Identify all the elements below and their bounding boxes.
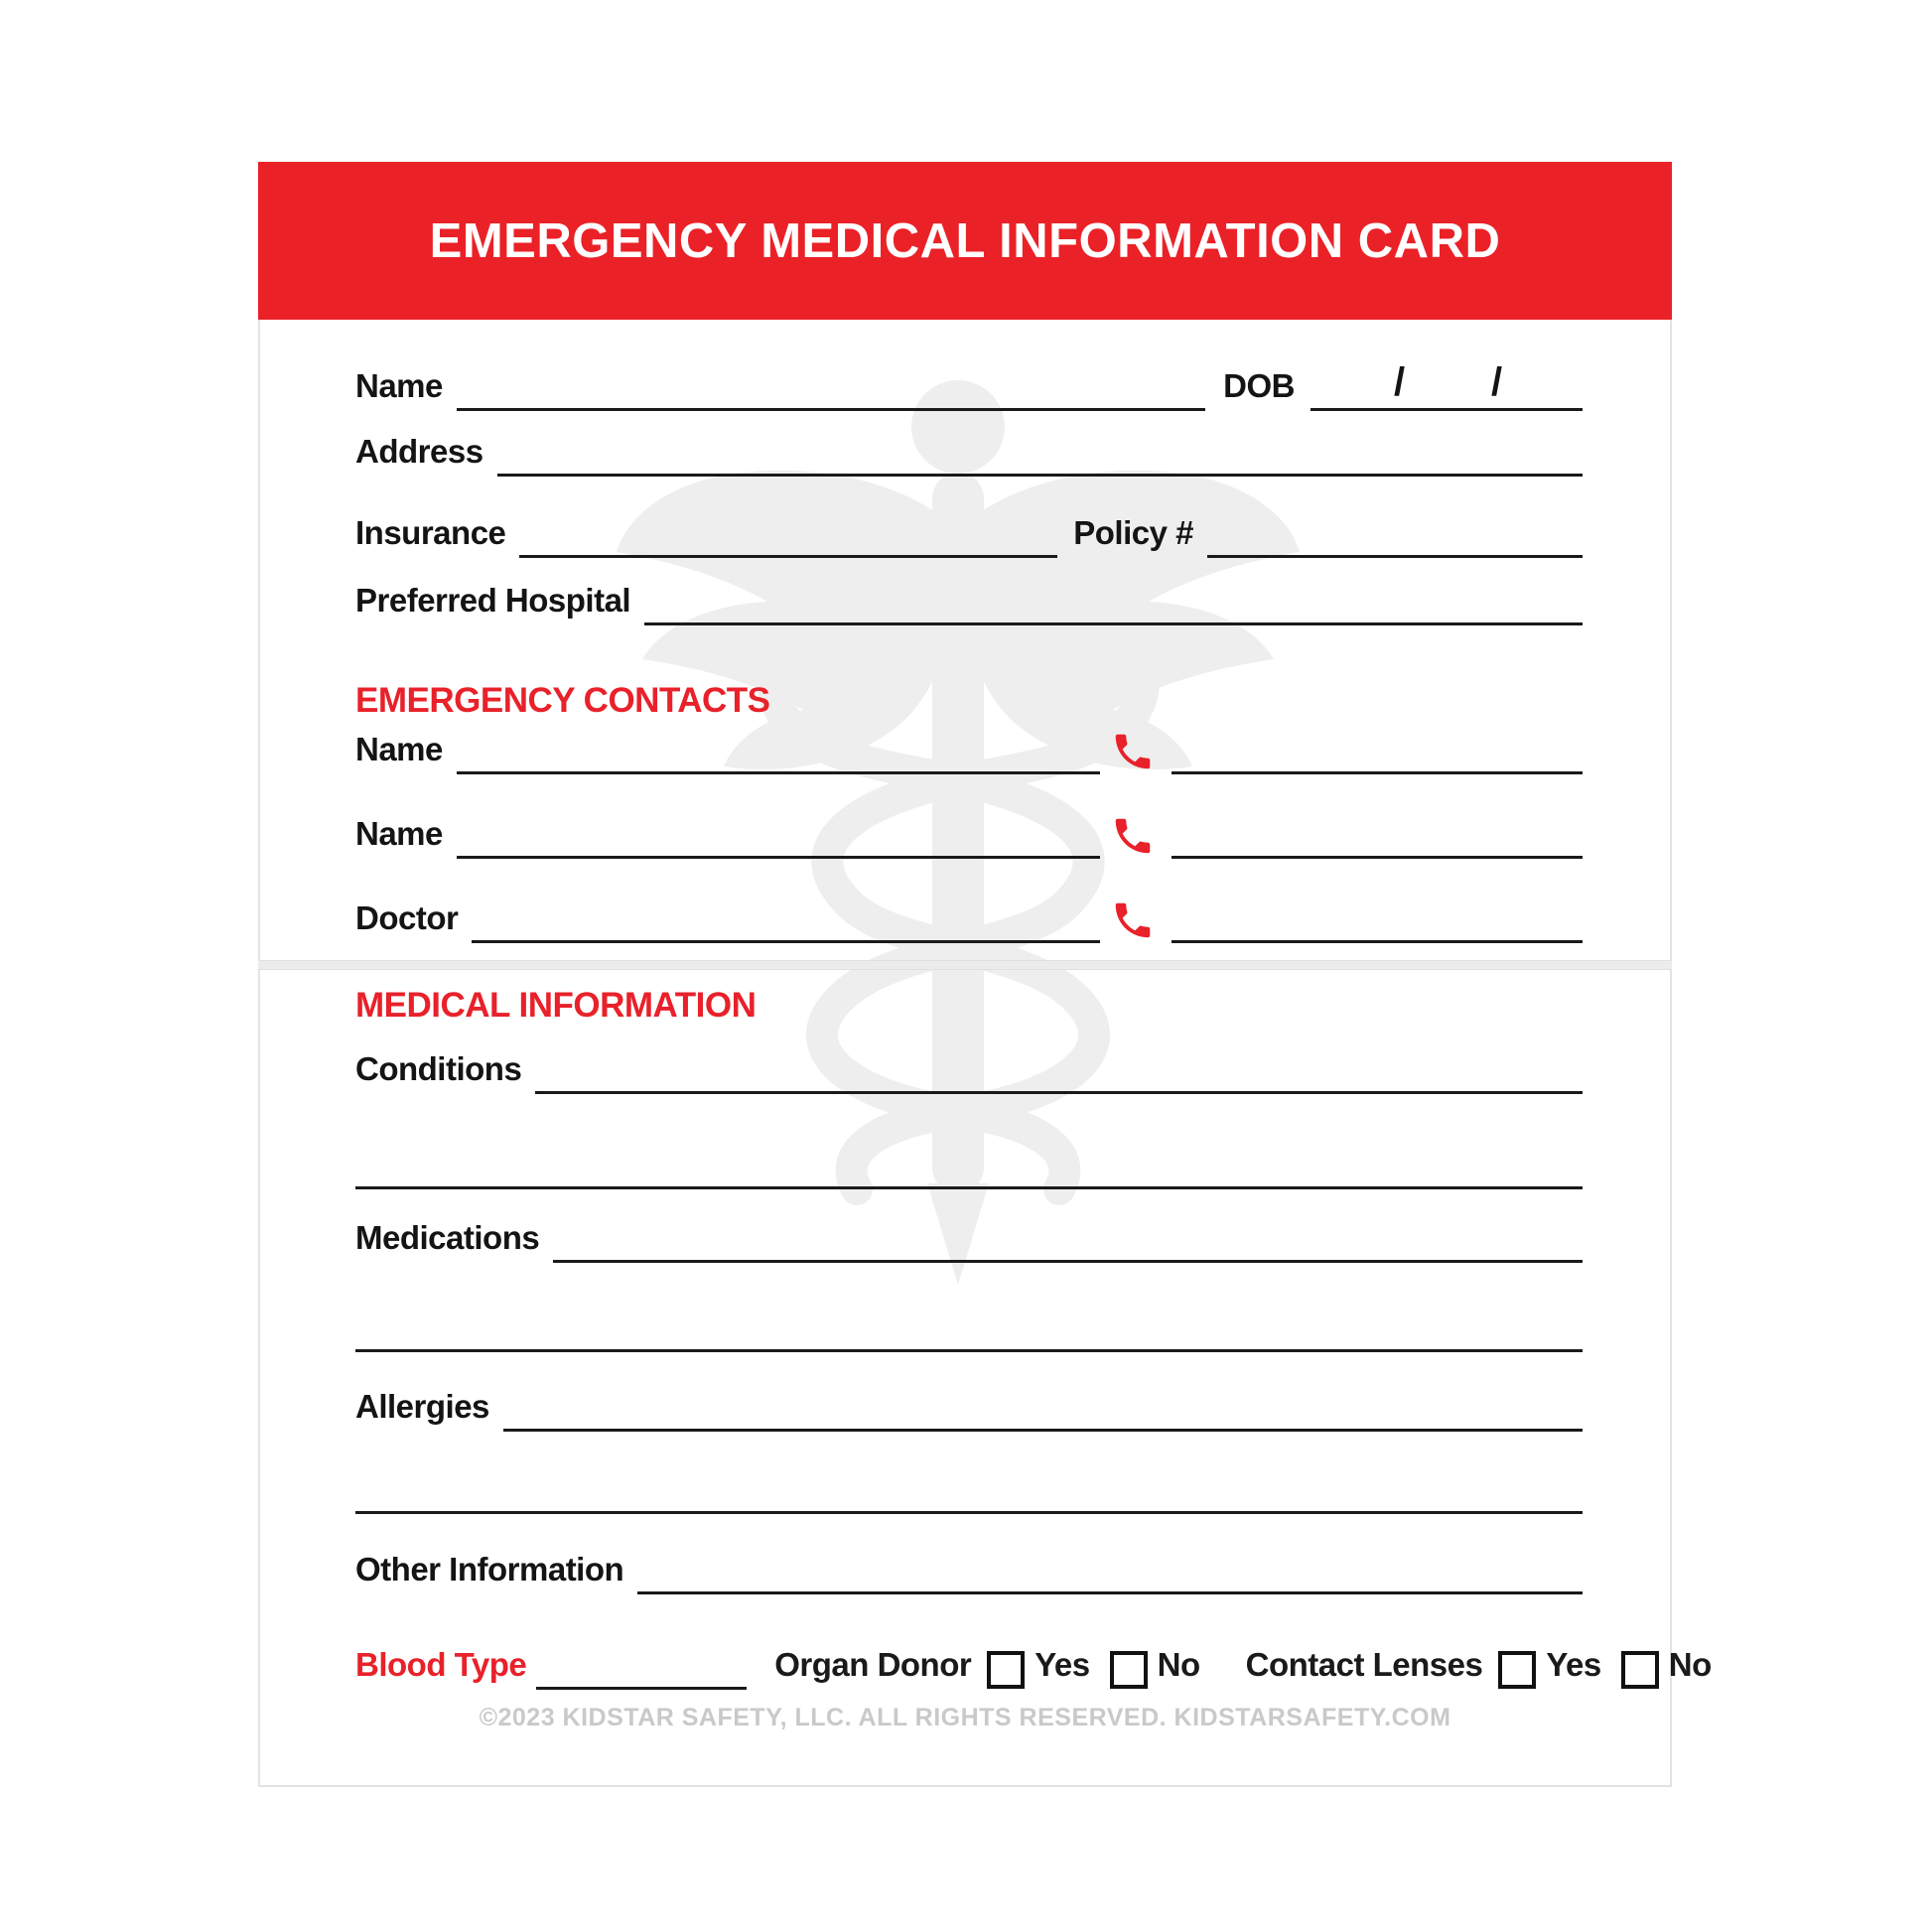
policy-fill-line xyxy=(1207,555,1583,558)
insurance-row xyxy=(355,512,1583,558)
address-row xyxy=(355,431,1583,477)
contact-lenses-no-checkbox xyxy=(1621,1651,1659,1689)
policy-label: Policy # xyxy=(1073,514,1193,551)
emergency-card xyxy=(258,162,1712,1787)
other-information-label: Other Information xyxy=(355,1551,624,1587)
contact-name-label: Name xyxy=(355,731,443,767)
phone-icon xyxy=(1110,729,1156,774)
organ-donor-label: Organ Donor xyxy=(774,1646,972,1683)
contact-row xyxy=(355,729,1583,774)
emergency-contacts-heading: EMERGENCY CONTACTS xyxy=(355,681,770,720)
conditions-label: Conditions xyxy=(355,1050,522,1087)
preferred-hospital-label: Preferred Hospital xyxy=(355,582,631,619)
no-label: No xyxy=(1668,1646,1712,1683)
name-dob-row xyxy=(355,360,1583,411)
address-fill-line xyxy=(497,474,1583,477)
doctor-row xyxy=(355,897,1583,943)
dob-label: DOB xyxy=(1223,367,1295,404)
dob-slash: / xyxy=(1394,360,1406,404)
contact-lenses-yes-checkbox xyxy=(1498,1651,1536,1689)
medications-fill-line xyxy=(553,1260,1583,1263)
panel-divider xyxy=(258,960,1672,970)
allergies-fill-line xyxy=(503,1429,1583,1432)
organ-donor-no-checkbox xyxy=(1110,1651,1148,1689)
address-label: Address xyxy=(355,433,483,470)
dob-fill-line xyxy=(1311,360,1583,411)
name-fill-line xyxy=(457,408,1205,411)
medications-extra-line xyxy=(355,1349,1583,1352)
conditions-row xyxy=(355,1048,1583,1094)
medications-row xyxy=(355,1217,1583,1263)
contact-name-fill-line xyxy=(457,771,1100,774)
card-header xyxy=(258,162,1672,320)
medications-label: Medications xyxy=(355,1219,540,1256)
insurance-fill-line xyxy=(519,555,1057,558)
insurance-label: Insurance xyxy=(355,514,506,551)
phone-icon xyxy=(1110,897,1156,943)
blood-type-label: Blood Type xyxy=(355,1646,527,1683)
contact-lenses-label: Contact Lenses xyxy=(1245,1646,1483,1683)
phone-icon xyxy=(1110,813,1156,859)
allergies-extra-line xyxy=(355,1511,1583,1514)
other-information-fill-line xyxy=(637,1591,1583,1594)
preferred-hospital-fill-line xyxy=(644,622,1583,625)
other-information-row xyxy=(355,1549,1583,1594)
allergies-label: Allergies xyxy=(355,1388,489,1425)
doctor-phone-fill-line xyxy=(1172,940,1583,943)
allergies-row xyxy=(355,1386,1583,1432)
no-label: No xyxy=(1157,1646,1200,1683)
contact-row xyxy=(355,813,1583,859)
conditions-extra-line xyxy=(355,1186,1583,1189)
organ-donor-yes-checkbox xyxy=(987,1651,1025,1689)
copyright-footer: ©2023 KIDSTAR SAFETY, LLC. ALL RIGHTS RESERVED. KIDSTARSAFETY.COM xyxy=(479,1704,1451,1731)
blood-type-fill-line xyxy=(536,1687,747,1690)
yes-label: Yes xyxy=(1546,1646,1601,1683)
contact-name-fill-line xyxy=(457,856,1100,859)
name-label: Name xyxy=(355,367,443,404)
doctor-label: Doctor xyxy=(355,899,459,936)
bottom-options-row xyxy=(355,1638,1712,1690)
doctor-name-fill-line xyxy=(472,940,1100,943)
medical-information-heading: MEDICAL INFORMATION xyxy=(355,986,757,1025)
card-title: EMERGENCY MEDICAL INFORMATION CARD xyxy=(429,213,1501,268)
conditions-fill-line xyxy=(535,1091,1583,1094)
contact-phone-fill-line xyxy=(1172,856,1583,859)
contact-name-label: Name xyxy=(355,815,443,852)
preferred-hospital-row xyxy=(355,580,1583,625)
contact-phone-fill-line xyxy=(1172,771,1583,774)
dob-slash: / xyxy=(1491,360,1503,404)
yes-label: Yes xyxy=(1035,1646,1090,1683)
